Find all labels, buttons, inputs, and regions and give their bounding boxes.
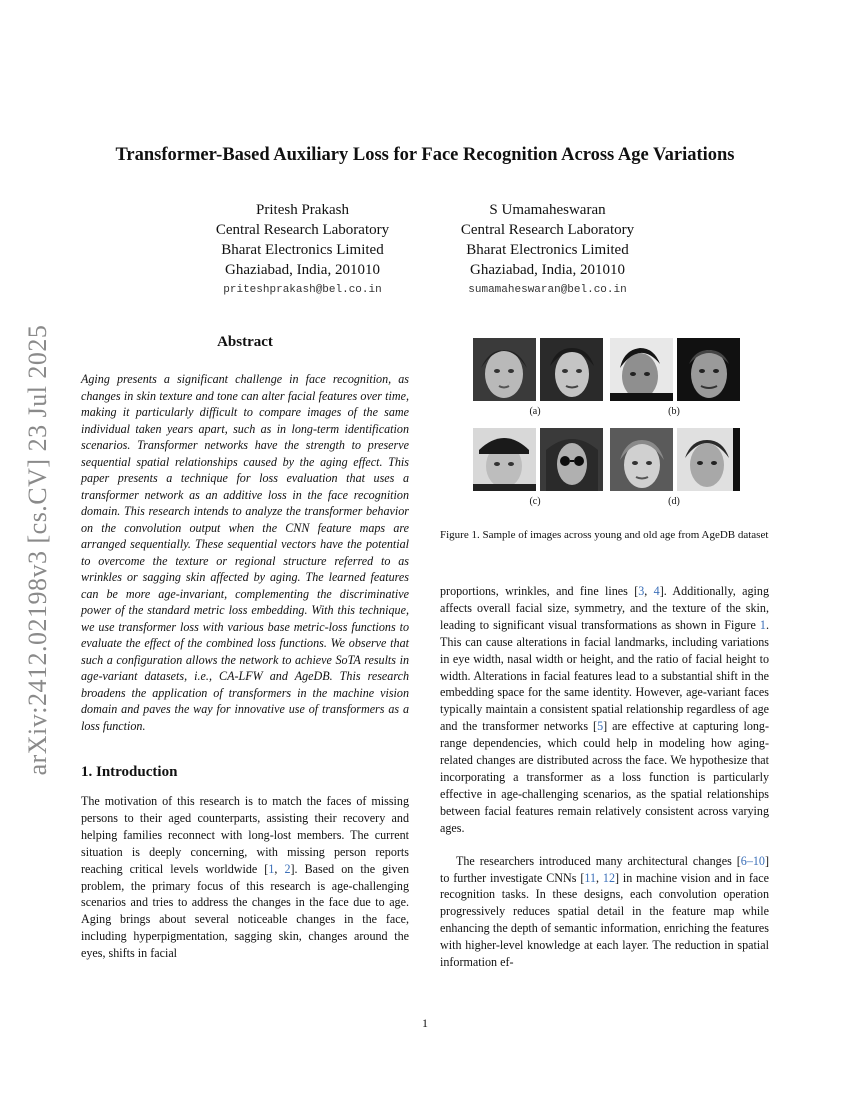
author-email[interactable]: sumamaheswaran@bel.co.in (468, 284, 627, 296)
author-name: S Umamaheswaran (489, 202, 606, 218)
author-name: Pritesh Prakash (256, 202, 349, 218)
face-photo (677, 428, 740, 491)
subfigure-label: (c) (529, 496, 541, 507)
figure-link[interactable]: 1 (759, 617, 766, 632)
abstract-heading: Abstract (217, 334, 273, 350)
author-org: Bharat Electronics Limited (466, 242, 629, 258)
face-photo (540, 338, 603, 401)
author-org: Bharat Electronics Limited (221, 242, 384, 258)
intro-paragraph-2: proportions, wrinkles, and fine lines [3, 4]. Additionally, aging affects overall facial size, symmetry, and the texture of the skin, leading to significant visual transformations as shown in Figure 1. This can cause alterations in facial landmarks, including variations in eye width, nasal width or height, and the ratio of facial height to width. Alterations in facial features lead to a substantial shift in the embedding space for the same identity. However, age-variant faces typically maintain a consistent spatial relationship regardless of age and the transformer networks [5] are effective at capturing long-range dependencies, which could help in modeling how aging-related changes are distributed across the face. We hypothesize that incorporating a transformer as a loss function is particularly effective in age-challenging scenarios, as the spatial relationships between facial features remain relatively consistent across varying ages. (440, 584, 769, 835)
author-affiliation: Central Research Laboratory (215, 222, 390, 238)
citation-link[interactable]: 11 (584, 870, 597, 885)
author-email[interactable]: priteshprakash@bel.co.in (223, 284, 382, 296)
subfigure-label: (d) (668, 496, 680, 507)
citation-link[interactable]: 3 (638, 584, 645, 598)
citation-link[interactable]: 2 (284, 861, 291, 876)
introduction-heading: 1. Introduction (81, 764, 178, 780)
intro-paragraph-1: The motivation of this research is to match the faces of missing persons to their aged counterparts, assisting their recovery and helping families reconnect with long-lost members. The current situation is deeply concerning, with missing person reports reaching critical levels worldwide [1, 2]. Based on the given problem, the primary focus of this research is age-challenging scenarios and tries to address the changes in the face due to age. Aging brings about several noticeable changes in the face, including hyperpigmentation, sagging skin, changes around the eyes, shifts in facial (81, 794, 410, 961)
citation-link[interactable]: 5 (597, 719, 604, 734)
face-photo (540, 428, 603, 491)
abstract-text: Aging presents a significant challenge in face recognition, as changes in skin texture and tone can alter facial features over time, making it particularly difficult to compare images of the same individual taken years apart, such as in long-term identification scenarios. Transformer networks have the strength to preserve sequential spatial relationships caused by the aging effect. This paper presents a technique for loss evaluation that uses a transformer network as an additive loss in the face recognition domain. This research intends to analyze the transformer behavior on the convolution output when the CNN feature maps are arranged sequentially. These sequential vectors have the potential to overcome the texture or regional structure referred to as wrinkles or sagging skin affected by aging. The learned features can be more age-invariant, complementing the discriminative power of the standard metric loss embedding. With this technique, we use transformer loss with various base metric-loss functions to evaluate the effect of the combined loss functions. We observe that such a configuration allows the network to achieve SoTA results in age-variant datasets, i.e., CA-LFW and AgeDB. This research broadens the application of transformers in the machine vision domain and paves the way for innovative use of transformers as a loss function. (81, 372, 409, 733)
face-photo (610, 428, 673, 491)
paper-title: Transformer-Based Auxiliary Loss for Face Recognition Across Age Variations (115, 145, 735, 165)
left-column (81, 334, 409, 962)
author-block-1 (195, 200, 410, 300)
author-location: Ghaziabad, India, 201010 (470, 262, 625, 278)
author-location: Ghaziabad, India, 201010 (225, 262, 380, 278)
citation-link[interactable]: 6–10 (740, 853, 765, 868)
author-block-2 (440, 200, 655, 300)
figure-1 (440, 334, 769, 514)
face-photo (473, 428, 536, 491)
face-photo (677, 338, 740, 401)
citation-link[interactable]: 1 (268, 861, 275, 876)
right-column (440, 334, 769, 971)
arxiv-identifier-text: arXiv:2412.02198v3 [cs.CV] 23 Jul 2025 (23, 324, 52, 776)
author-affiliation: Central Research Laboratory (460, 222, 635, 238)
citation-link[interactable]: 4 (653, 584, 660, 598)
subfigure-label: (a) (529, 406, 541, 417)
arxiv-identifier (20, 310, 56, 790)
subfigure-label: (b) (668, 406, 680, 417)
intro-paragraph-3: The researchers introduced many architectural changes [6–10] to further investigate CNNs [11, 12] in machine vision and in face recognition tasks. In these designs, each convolution operation progressively reduces spatial detail in the feature map while enhancing the depth of semantic information, enriching the features with higher-level knowledge at each layer. The reduction in spatial information ef- (440, 853, 770, 970)
citation-link[interactable]: 12 (602, 870, 615, 885)
face-photo (473, 338, 536, 401)
figure-caption: Figure 1. Sample of images across young and old age from AgeDB dataset (440, 529, 769, 541)
face-photo (610, 338, 673, 401)
page-number: 1 (422, 1016, 428, 1030)
